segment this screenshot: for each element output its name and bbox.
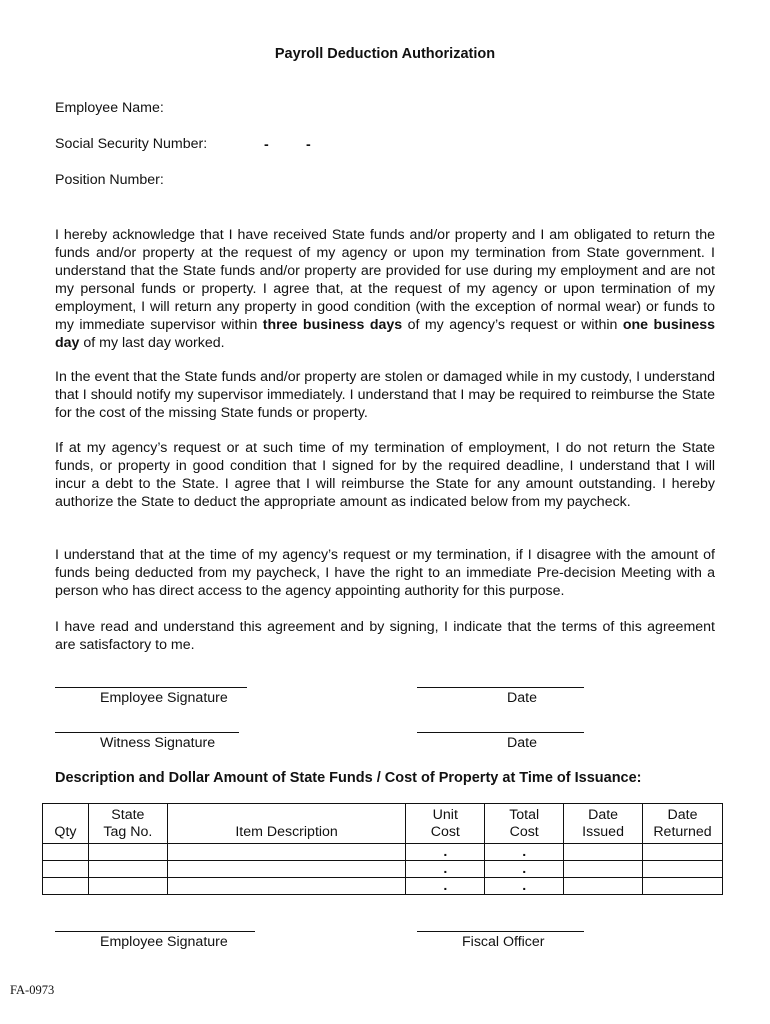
header-text: Cost	[430, 824, 460, 840]
date-label: Date	[507, 735, 537, 751]
qty-cell[interactable]	[43, 861, 89, 878]
date-issued-cell[interactable]	[564, 878, 643, 895]
date-returned-cell[interactable]	[643, 861, 723, 878]
paragraph-text: I hereby acknowledge that I have received State funds and/or property and I am obligated to return the funds and/or property at the request of my agency or upon my termination from State government. I understand that the State funds and/or property are provided for use during my employment and are not my personal funds or property. I agree that, at the request of my agency or upon termination of my employment, I will return any property in good condition (with the exception of normal wear) or funds to my immediate supervisor within	[55, 227, 715, 333]
header-text: Total	[509, 807, 540, 823]
witness-signature-line[interactable]	[55, 732, 239, 733]
table-row	[43, 844, 723, 861]
employee-name-label: Employee Name:	[55, 100, 164, 116]
column-header-state-tag	[88, 804, 167, 844]
table-row	[43, 878, 723, 895]
page-title: Payroll Deduction Authorization	[274, 46, 496, 62]
tag-cell[interactable]	[88, 844, 167, 861]
qty-cell[interactable]	[43, 878, 89, 895]
qty-cell[interactable]	[43, 844, 89, 861]
unit-cost-cell[interactable]: .	[406, 878, 485, 895]
total-cost-cell[interactable]: .	[485, 878, 564, 895]
date-issued-cell[interactable]	[564, 844, 643, 861]
column-header-date-issued	[564, 804, 643, 844]
deduction-authorization-paragraph: If at my agency’s request or at such time of my termination of employment, I do not return the State funds, or property in good condition that I signed for by the required deadline, I understand that I will incur a debt to the State. I agree that I will reimburse the State for any amount outstanding. I hereby authorize the State to deduct the appropriate amount as indicated below from my paycheck.	[55, 440, 715, 510]
employee-signature-label: Employee Signature	[100, 690, 228, 706]
header-text: Date	[588, 807, 619, 823]
date-label: Date	[507, 690, 537, 706]
employee-signature-label: Employee Signature	[100, 934, 228, 950]
ssn-separator: -	[264, 137, 269, 153]
acknowledgement-paragraph	[55, 226, 715, 352]
fiscal-officer-signature-line[interactable]	[417, 931, 584, 932]
header-text: State	[111, 807, 145, 823]
paragraph-text: of my last day worked.	[79, 335, 225, 351]
total-cost-cell[interactable]: .	[485, 861, 564, 878]
description-cell[interactable]	[167, 878, 406, 895]
column-header-item-description	[167, 804, 406, 844]
employee-signature-line[interactable]	[55, 931, 255, 932]
unit-cost-cell[interactable]: .	[406, 844, 485, 861]
date-returned-cell[interactable]	[643, 844, 723, 861]
witness-signature-label: Witness Signature	[100, 735, 216, 751]
bold-one-business-day: one business day	[55, 317, 715, 351]
ssn-label: Social Security Number:	[55, 136, 208, 152]
position-number-label: Position Number:	[55, 172, 164, 188]
header-text: Date	[667, 807, 698, 823]
table-header-row	[43, 804, 723, 844]
table-row	[43, 861, 723, 878]
unit-cost-cell[interactable]: .	[406, 861, 485, 878]
header-text: Returned	[653, 824, 712, 840]
date-returned-cell[interactable]	[643, 878, 723, 895]
fiscal-officer-label: Fiscal Officer	[462, 934, 545, 950]
date-line[interactable]	[417, 687, 584, 688]
table-heading: Description and Dollar Amount of State Funds / Cost of Property at Time of Issuance:	[55, 770, 642, 786]
column-header-qty	[43, 804, 89, 844]
employee-signature-line[interactable]	[55, 687, 247, 688]
header-text: Qty	[54, 824, 77, 840]
description-cell[interactable]	[167, 844, 406, 861]
column-header-unit-cost	[406, 804, 485, 844]
date-line[interactable]	[417, 732, 584, 733]
ssn-separator: -	[306, 137, 311, 153]
header-text: Tag No.	[103, 824, 153, 840]
agreement-paragraph: I have read and understand this agreement and by signing, I indicate that the terms of this agreement are satisfactory to me.	[55, 619, 715, 653]
property-table	[42, 803, 723, 895]
column-header-total-cost	[485, 804, 564, 844]
column-header-date-returned	[643, 804, 723, 844]
header-text: Item Description	[235, 824, 338, 840]
bold-three-business-days: three business days	[262, 317, 403, 333]
stolen-damaged-paragraph: In the event that the State funds and/or property are stolen or damaged while in my custody, I understand that I should notify my supervisor immediately. I understand that I may be required to reimburse the State for the cost of the missing State funds or property.	[55, 369, 715, 421]
tag-cell[interactable]	[88, 878, 167, 895]
date-issued-cell[interactable]	[564, 861, 643, 878]
pre-decision-meeting-paragraph: I understand that at the time of my agency’s request or my termination, if I disagree with the amount of funds being deducted from my paycheck, I have the right to an immediate Pre-decision Meeting with a person who has direct access to the agency appointing authority for this purpose.	[55, 547, 715, 599]
header-text: Issued	[582, 824, 624, 840]
form-number: FA-0973	[10, 983, 55, 997]
tag-cell[interactable]	[88, 861, 167, 878]
total-cost-cell[interactable]: .	[485, 844, 564, 861]
header-text: Cost	[509, 824, 539, 840]
description-cell[interactable]	[167, 861, 406, 878]
header-text: Unit	[432, 807, 458, 823]
paragraph-text: of my agency’s request or within	[402, 317, 623, 333]
